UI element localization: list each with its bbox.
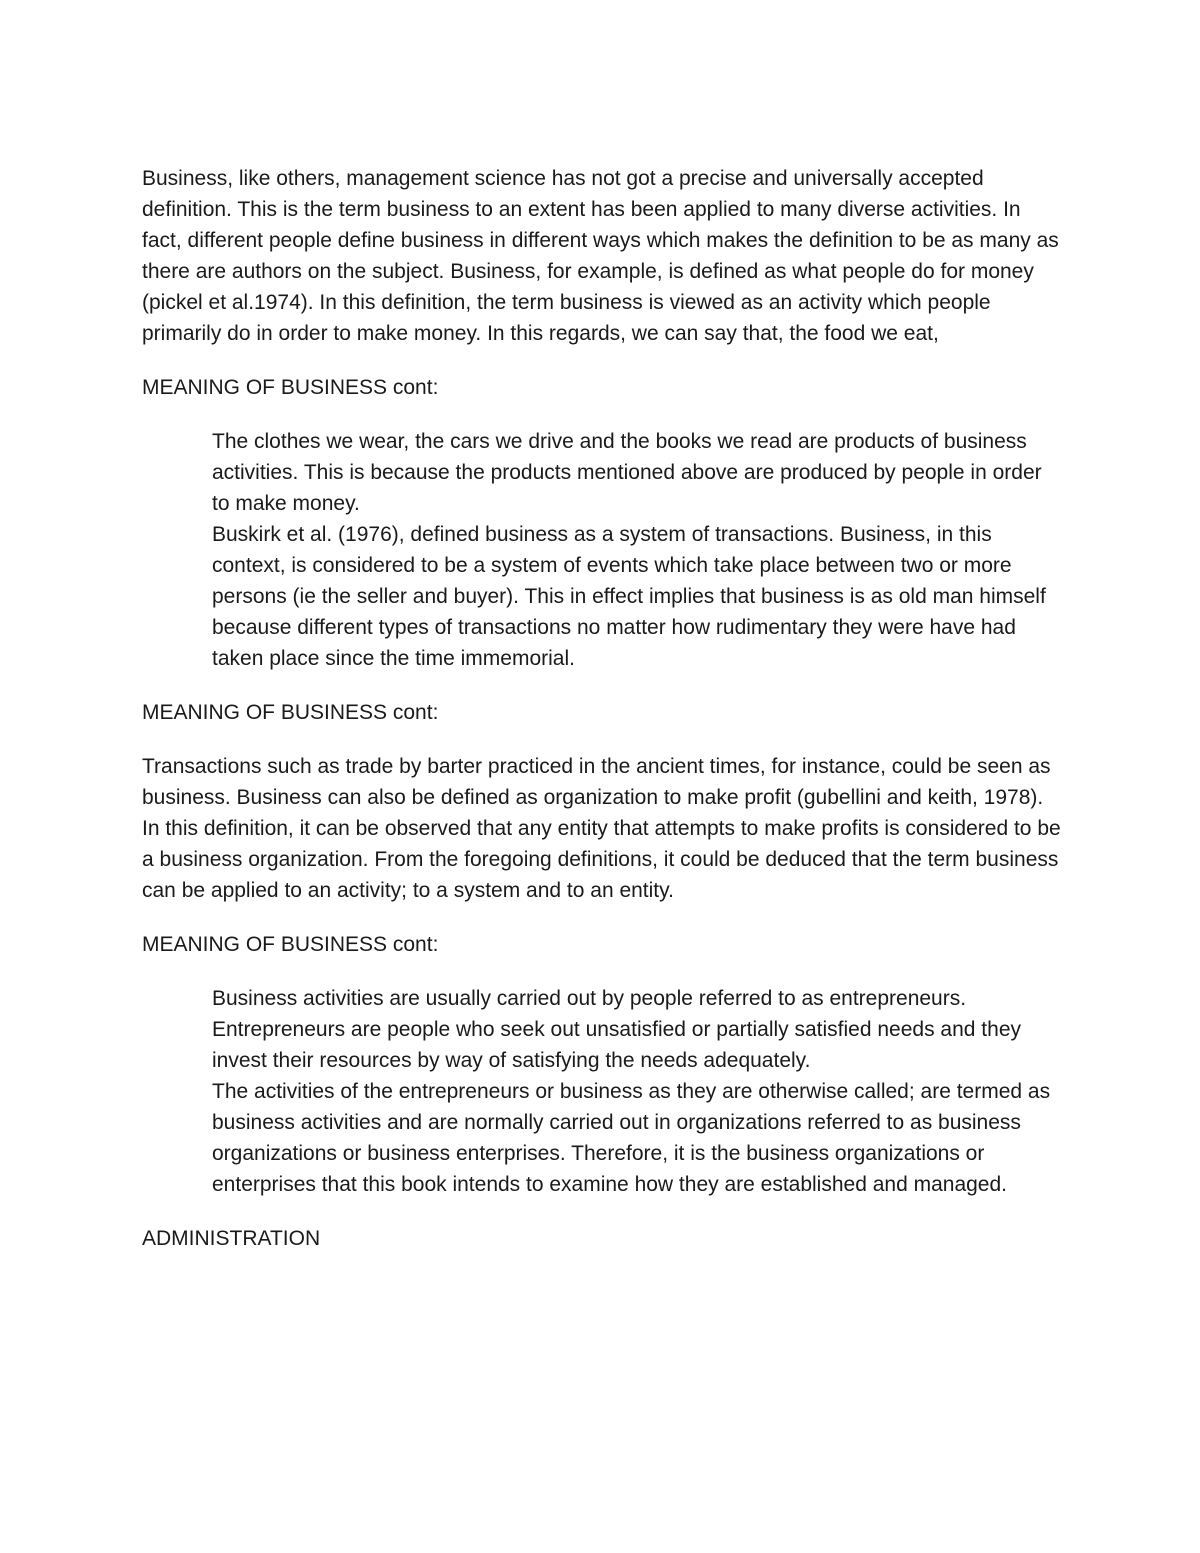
spacer <box>142 403 1062 426</box>
spacer <box>142 728 1062 751</box>
paragraph-intro: Business, like others, management science has not got a precise and universally accepted definition. This is the term business to an extent has been applied to many diverse activities. In fact, different people define business in different ways which makes the definition to be as many as there are authors on the subject. Business, for example, is defined as what people do for money (pickel et al.1974). In this definition, the term business is viewed as an activity which people primarily do in order to make money. In this regards, we can say that, the food we eat, <box>142 167 1059 345</box>
document-page <box>142 163 1062 1254</box>
paragraph-entrepreneurs: Business activities are usually carried out by people referred to as entrepreneurs. Entrepreneurs are people who seek out unsatisfied or partially satisfied needs and they invest their resources by way of satisfying the needs adequately. <box>212 987 1021 1072</box>
paragraph-products: The clothes we wear, the cars we drive and the books we read are products of business activities. This is because the products mentioned above are produced by people in order to make money. <box>212 430 1042 515</box>
spacer <box>142 906 1062 929</box>
spacer <box>142 674 1062 697</box>
spacer <box>142 960 1062 983</box>
section-heading-meaning-3: MEANING OF BUSINESS cont: <box>142 933 439 956</box>
section-heading-administration: ADMINISTRATION <box>142 1227 321 1250</box>
paragraph-transactions-system: Buskirk et al. (1976), defined business as a system of transactions. Business, in this context, is considered to be a system of events which take place between two or more persons (ie the seller and buyer). This in effect implies that business is as old man himself because different types of transactions no matter how rudimentary they were have had taken place since the time immemorial. <box>212 523 1046 670</box>
spacer <box>142 349 1062 372</box>
paragraph-business-organizations: The activities of the entrepreneurs or business as they are otherwise called; are termed as business activities and are normally carried out in organizations referred to as business organizations or business enterprises. Therefore, it is the business organizations or enterprises that this book intends to examine how they are established and managed. <box>212 1080 1051 1196</box>
section-heading-meaning-2: MEANING OF BUSINESS cont: <box>142 701 439 724</box>
spacer <box>142 1200 1062 1223</box>
section-heading-meaning-1: MEANING OF BUSINESS cont: <box>142 376 439 399</box>
paragraph-barter: Transactions such as trade by barter practiced in the ancient times, for instance, could be seen as business. Business can also be defined as organization to make profit (gubellini and keith, 1978). In this definition, it can be observed that any entity that attempts to make profits is considered to be a business organization. From the foregoing definitions, it could be deduced that the term business can be applied to an activity; to a system and to an entity. <box>142 755 1061 902</box>
